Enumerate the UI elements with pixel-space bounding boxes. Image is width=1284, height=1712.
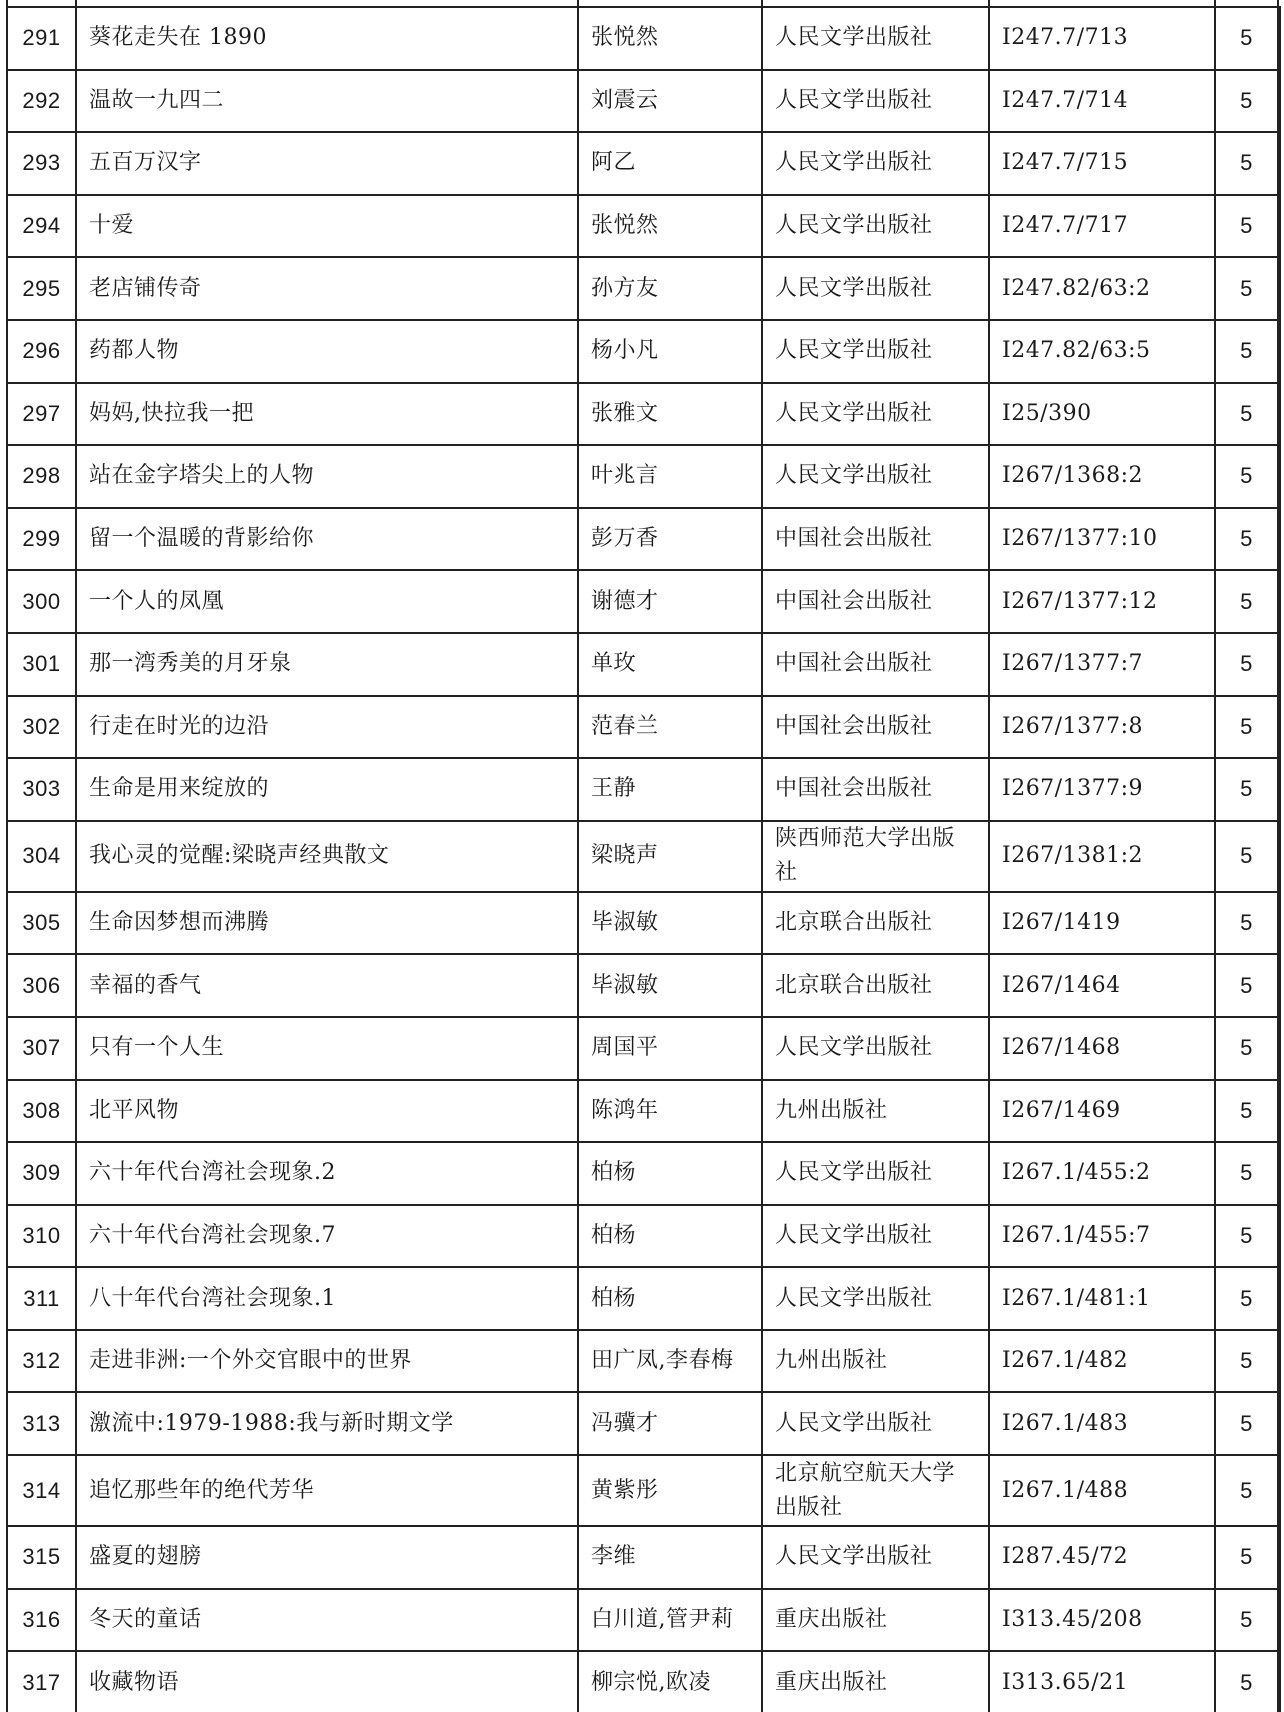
book-title: 六十年代台湾社会现象.2 [76,1142,578,1205]
call-number: I247.7/715 [989,132,1215,195]
book-publisher: 人民文学出版社 [762,195,989,258]
row-number: 294 [7,195,76,258]
book-title: 我心灵的觉醒:梁晓声经典散文 [76,821,578,892]
table-row [7,821,1280,892]
call-number: I267/1381:2 [989,821,1215,892]
book-title: 收藏物语 [76,1651,578,1712]
copy-count: 5 [1215,758,1278,821]
table-row [7,132,1280,195]
table-row [7,1589,1280,1652]
book-author: 王静 [578,758,762,821]
cropped-column [1278,7,1280,70]
row-number: 301 [7,633,76,696]
book-publisher: 人民文学出版社 [762,1526,989,1589]
book-title: 六十年代台湾社会现象.7 [76,1205,578,1268]
cropped-column [1278,1330,1280,1393]
call-number: I247.7/713 [989,7,1215,70]
copy-count: 5 [1215,1017,1278,1080]
book-author: 柏杨 [578,1267,762,1330]
table-row [7,7,1280,70]
book-publisher: 中国社会出版社 [762,508,989,571]
copy-count: 5 [1215,892,1278,955]
book-publisher: 北京航空航天大学出版社 [762,1455,989,1526]
book-publisher: 中国社会出版社 [762,696,989,759]
call-number: I267/1377:10 [989,508,1215,571]
cropped-column [1278,1651,1280,1712]
book-publisher: 重庆出版社 [762,1589,989,1652]
cropped-column [1278,1080,1280,1143]
call-number: I313.45/208 [989,1589,1215,1652]
table-row [7,1080,1280,1143]
copy-count: 5 [1215,954,1278,1017]
book-title: 走进非洲:一个外交官眼中的世界 [76,1330,578,1393]
call-number: I247.82/63:5 [989,320,1215,383]
book-publisher: 人民文学出版社 [762,70,989,133]
call-number: I247.7/717 [989,195,1215,258]
book-title: 北平风物 [76,1080,578,1143]
cropped-column [1278,508,1280,571]
cropped-column [1278,195,1280,258]
book-author: 张悦然 [578,195,762,258]
copy-count: 5 [1215,320,1278,383]
book-author: 孙方友 [578,257,762,320]
book-title: 五百万汉字 [76,132,578,195]
book-publisher: 人民文学出版社 [762,1267,989,1330]
call-number: I267/1377:9 [989,758,1215,821]
book-author: 柳宗悦,欧凌 [578,1651,762,1712]
book-title: 盛夏的翅膀 [76,1526,578,1589]
copy-count: 5 [1215,195,1278,258]
cropped-column [1278,1589,1280,1652]
book-title: 站在金字塔尖上的人物 [76,445,578,508]
book-publisher: 九州出版社 [762,1080,989,1143]
row-number: 295 [7,257,76,320]
book-title: 老店铺传奇 [76,257,578,320]
book-publisher: 人民文学出版社 [762,1017,989,1080]
book-publisher: 中国社会出版社 [762,570,989,633]
book-title: 那一湾秀美的月牙泉 [76,633,578,696]
book-publisher: 陕西师范大学出版社 [762,821,989,892]
book-author: 阿乙 [578,132,762,195]
call-number: I267.1/488 [989,1455,1215,1526]
book-title: 生命因梦想而沸腾 [76,892,578,955]
book-title: 幸福的香气 [76,954,578,1017]
book-title: 冬天的童话 [76,1589,578,1652]
book-author: 陈鸿年 [578,1080,762,1143]
book-title: 追忆那些年的绝代芳华 [76,1455,578,1526]
book-author: 杨小凡 [578,320,762,383]
cropped-column [1278,383,1280,446]
book-title: 葵花走失在 1890 [76,7,578,70]
book-author: 梁晓声 [578,821,762,892]
book-author: 冯骥才 [578,1392,762,1455]
book-author: 叶兆言 [578,445,762,508]
book-author: 张雅文 [578,383,762,446]
cropped-column [1278,1455,1280,1526]
book-author: 柏杨 [578,1205,762,1268]
cropped-column [1278,892,1280,955]
cropped-column [1278,696,1280,759]
book-author: 柏杨 [578,1142,762,1205]
row-number: 308 [7,1080,76,1143]
book-publisher: 人民文学出版社 [762,445,989,508]
call-number: I267/1377:7 [989,633,1215,696]
copy-count: 5 [1215,257,1278,320]
call-number: I267.1/455:2 [989,1142,1215,1205]
book-publisher: 人民文学出版社 [762,7,989,70]
cropped-column [1278,1142,1280,1205]
book-title: 激流中:1979-1988:我与新时期文学 [76,1392,578,1455]
cropped-column [1278,320,1280,383]
cropped-column [1278,1526,1280,1589]
table-row [7,758,1280,821]
call-number: I267.1/483 [989,1392,1215,1455]
copy-count: 5 [1215,1205,1278,1268]
table-row [7,195,1280,258]
call-number: I267/1377:12 [989,570,1215,633]
row-number: 291 [7,7,76,70]
book-title: 只有一个人生 [76,1017,578,1080]
row-number: 304 [7,821,76,892]
call-number: I247.82/63:2 [989,257,1215,320]
book-author: 黄紫彤 [578,1455,762,1526]
cropped-column [1278,633,1280,696]
book-list-table [6,6,1281,1712]
call-number: I267.1/482 [989,1330,1215,1393]
book-author: 周国平 [578,1017,762,1080]
row-number: 307 [7,1017,76,1080]
call-number: I247.7/714 [989,70,1215,133]
call-number: I267/1469 [989,1080,1215,1143]
call-number: I313.65/21 [989,1651,1215,1712]
row-number: 292 [7,70,76,133]
cropped-column [1278,132,1280,195]
copy-count: 5 [1215,570,1278,633]
cropped-column [1278,1267,1280,1330]
book-author: 彭万香 [578,508,762,571]
cropped-column [1278,1205,1280,1268]
row-number: 315 [7,1526,76,1589]
call-number: I287.45/72 [989,1526,1215,1589]
cropped-column [1278,821,1280,892]
table-row [7,257,1280,320]
copy-count: 5 [1215,633,1278,696]
copy-count: 5 [1215,445,1278,508]
copy-count: 5 [1215,1330,1278,1393]
copy-count: 5 [1215,1455,1278,1526]
copy-count: 5 [1215,508,1278,571]
book-title: 十爱 [76,195,578,258]
cropped-column [1278,445,1280,508]
copy-count: 5 [1215,1589,1278,1652]
book-author: 刘震云 [578,70,762,133]
cropped-column [1278,758,1280,821]
book-author: 毕淑敏 [578,954,762,1017]
book-publisher: 人民文学出版社 [762,320,989,383]
book-publisher: 人民文学出版社 [762,1142,989,1205]
row-number: 310 [7,1205,76,1268]
table-row [7,1330,1280,1393]
book-publisher: 人民文学出版社 [762,132,989,195]
copy-count: 5 [1215,821,1278,892]
book-author: 白川道,管尹莉 [578,1589,762,1652]
table-row [7,633,1280,696]
copy-count: 5 [1215,1392,1278,1455]
book-title: 生命是用来绽放的 [76,758,578,821]
copy-count: 5 [1215,1267,1278,1330]
book-author: 单玫 [578,633,762,696]
row-number: 302 [7,696,76,759]
copy-count: 5 [1215,70,1278,133]
row-number: 300 [7,570,76,633]
cropped-column [1278,954,1280,1017]
table-row [7,1392,1280,1455]
row-number: 311 [7,1267,76,1330]
book-publisher: 中国社会出版社 [762,758,989,821]
table-row [7,570,1280,633]
row-number: 305 [7,892,76,955]
copy-count: 5 [1215,1080,1278,1143]
book-author: 张悦然 [578,7,762,70]
book-publisher: 中国社会出版社 [762,633,989,696]
book-publisher: 北京联合出版社 [762,892,989,955]
table-row [7,696,1280,759]
table-row [7,320,1280,383]
row-number: 293 [7,132,76,195]
table-row [7,1205,1280,1268]
row-number: 296 [7,320,76,383]
row-number: 303 [7,758,76,821]
copy-count: 5 [1215,383,1278,446]
table-row [7,892,1280,955]
book-title: 留一个温暖的背影给你 [76,508,578,571]
table-row [7,1526,1280,1589]
book-publisher: 人民文学出版社 [762,257,989,320]
row-number: 316 [7,1589,76,1652]
book-publisher: 重庆出版社 [762,1651,989,1712]
call-number: I25/390 [989,383,1215,446]
table-row [7,383,1280,446]
copy-count: 5 [1215,1142,1278,1205]
cropped-column [1278,1017,1280,1080]
book-author: 田广凤,李春梅 [578,1330,762,1393]
call-number: I267/1368:2 [989,445,1215,508]
table-row [7,508,1280,571]
table-row [7,445,1280,508]
book-publisher: 人民文学出版社 [762,383,989,446]
row-number: 313 [7,1392,76,1455]
book-publisher: 人民文学出版社 [762,1392,989,1455]
cropped-column [1278,257,1280,320]
book-author: 李维 [578,1526,762,1589]
call-number: I267/1464 [989,954,1215,1017]
table-body [7,7,1280,1712]
call-number: I267.1/481:1 [989,1267,1215,1330]
copy-count: 5 [1215,132,1278,195]
table-row [7,1651,1280,1712]
book-publisher: 北京联合出版社 [762,954,989,1017]
row-number: 317 [7,1651,76,1712]
table-row [7,70,1280,133]
row-number: 312 [7,1330,76,1393]
copy-count: 5 [1215,696,1278,759]
book-author: 毕淑敏 [578,892,762,955]
book-title: 行走在时光的边沿 [76,696,578,759]
row-number: 306 [7,954,76,1017]
book-title: 八十年代台湾社会现象.1 [76,1267,578,1330]
cropped-column [1278,70,1280,133]
table-row [7,1267,1280,1330]
book-author: 范春兰 [578,696,762,759]
row-number: 297 [7,383,76,446]
book-publisher: 九州出版社 [762,1330,989,1393]
call-number: I267.1/455:7 [989,1205,1215,1268]
book-title: 温故一九四二 [76,70,578,133]
book-title: 妈妈,快拉我一把 [76,383,578,446]
row-number: 299 [7,508,76,571]
table-row [7,1455,1280,1526]
row-number: 298 [7,445,76,508]
table-row [7,954,1280,1017]
table-row [7,1142,1280,1205]
call-number: I267/1468 [989,1017,1215,1080]
copy-count: 5 [1215,7,1278,70]
call-number: I267/1377:8 [989,696,1215,759]
book-author: 谢德才 [578,570,762,633]
table-row [7,1017,1280,1080]
row-number: 309 [7,1142,76,1205]
book-title: 一个人的凤凰 [76,570,578,633]
copy-count: 5 [1215,1526,1278,1589]
cropped-column [1278,570,1280,633]
call-number: I267/1419 [989,892,1215,955]
book-publisher: 人民文学出版社 [762,1205,989,1268]
book-title: 药都人物 [76,320,578,383]
cropped-column [1278,1392,1280,1455]
copy-count: 5 [1215,1651,1278,1712]
row-number: 314 [7,1455,76,1526]
